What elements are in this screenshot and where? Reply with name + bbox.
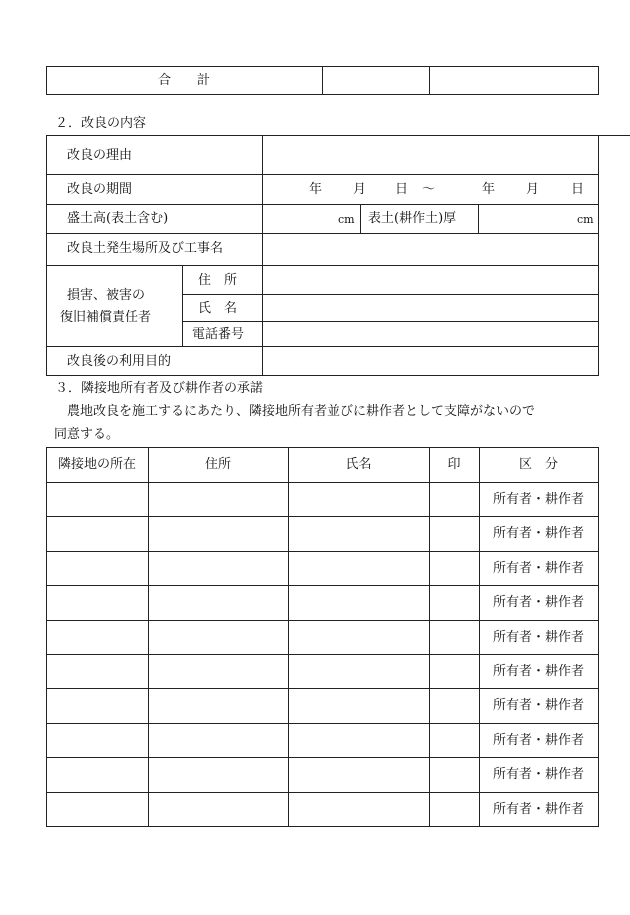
period-month-1: 月: [353, 182, 367, 197]
section2-heading: ２．改良の内容: [55, 116, 147, 131]
name-cell[interactable]: [289, 724, 429, 757]
category-cell: 所有者・耕作者: [492, 664, 584, 679]
address-cell[interactable]: [149, 586, 288, 619]
damage-label-2: 復旧補償責任者: [60, 310, 152, 325]
seal-cell[interactable]: [430, 793, 479, 826]
address-cell[interactable]: [149, 655, 288, 688]
seal-cell[interactable]: [430, 689, 479, 722]
fill-height-label: 盛土高(表土含む): [67, 211, 169, 226]
location-cell[interactable]: [47, 517, 148, 550]
name-cell[interactable]: [289, 689, 429, 722]
name-cell[interactable]: [289, 758, 429, 791]
category-cell: 所有者・耕作者: [492, 561, 584, 576]
header-address: 住所: [204, 457, 231, 472]
category-cell: 所有者・耕作者: [492, 595, 584, 610]
header-name: 氏名: [345, 457, 372, 472]
name-cell[interactable]: [289, 483, 429, 516]
location-cell[interactable]: [47, 552, 148, 585]
name-cell[interactable]: [289, 793, 429, 826]
period-year-2: 年: [482, 182, 496, 197]
seal-cell[interactable]: [430, 552, 479, 585]
period-label: 改良の期間: [67, 182, 133, 197]
total-label: 合 計: [157, 73, 210, 88]
category-cell: 所有者・耕作者: [492, 526, 584, 541]
header-location: 隣接地の所在: [57, 457, 136, 472]
period-month-2: 月: [526, 182, 540, 197]
address-cell[interactable]: [149, 517, 288, 550]
reason-label: 改良の理由: [67, 148, 133, 163]
location-cell[interactable]: [47, 758, 148, 791]
category-cell: 所有者・耕作者: [492, 630, 584, 645]
consent-text-2: 同意する。: [54, 427, 120, 442]
reason-field[interactable]: [263, 136, 597, 173]
phone-label: 電話番号: [192, 327, 245, 342]
total-value-2[interactable]: [430, 67, 597, 94]
damage-label-1: 損害、被害の: [67, 288, 146, 303]
address-label: 住 所: [198, 273, 238, 288]
section3-heading: ３．隣接地所有者及び耕作者の承諾: [55, 381, 264, 396]
location-cell[interactable]: [47, 724, 148, 757]
name-cell[interactable]: [289, 552, 429, 585]
category-cell: 所有者・耕作者: [492, 767, 584, 782]
address-cell[interactable]: [149, 483, 288, 516]
category-cell: 所有者・耕作者: [492, 492, 584, 507]
source-field[interactable]: [263, 234, 597, 264]
seal-cell[interactable]: [430, 483, 479, 516]
address-cell[interactable]: [149, 552, 288, 585]
location-cell[interactable]: [47, 621, 148, 654]
seal-cell[interactable]: [430, 586, 479, 619]
header-category: 区 分: [518, 457, 558, 472]
header-seal: 印: [447, 457, 461, 472]
name-label: 氏 名: [198, 301, 238, 316]
location-cell[interactable]: [47, 655, 148, 688]
location-cell[interactable]: [47, 586, 148, 619]
period-tilde: 〜: [422, 182, 436, 197]
name-cell[interactable]: [289, 621, 429, 654]
name-cell[interactable]: [289, 517, 429, 550]
location-cell[interactable]: [47, 483, 148, 516]
address-cell[interactable]: [149, 793, 288, 826]
location-cell[interactable]: [47, 689, 148, 722]
total-value-1[interactable]: [323, 67, 428, 94]
seal-cell[interactable]: [430, 655, 479, 688]
topsoil-unit: cm: [577, 213, 594, 226]
location-cell[interactable]: [47, 793, 148, 826]
purpose-label: 改良後の利用目的: [67, 354, 172, 369]
consent-text-1: 農地改良を施工するにあたり、隣接地所有者並びに耕作者として支障がないので: [54, 404, 536, 419]
period-year-1: 年: [309, 182, 323, 197]
seal-cell[interactable]: [430, 758, 479, 791]
category-cell: 所有者・耕作者: [492, 802, 584, 817]
purpose-field[interactable]: [263, 347, 597, 374]
address-cell[interactable]: [149, 689, 288, 722]
seal-cell[interactable]: [430, 517, 479, 550]
name-cell[interactable]: [289, 586, 429, 619]
address-cell[interactable]: [149, 621, 288, 654]
seal-cell[interactable]: [430, 724, 479, 757]
category-cell: 所有者・耕作者: [492, 733, 584, 748]
seal-cell[interactable]: [430, 621, 479, 654]
period-day-2: 日: [571, 182, 585, 197]
fill-height-unit: cm: [338, 213, 355, 226]
name-cell[interactable]: [289, 655, 429, 688]
source-label: 改良土発生場所及び工事名: [67, 241, 224, 256]
address-cell[interactable]: [149, 724, 288, 757]
topsoil-label: 表土(耕作土)厚: [368, 211, 457, 226]
category-cell: 所有者・耕作者: [492, 698, 584, 713]
period-day-1: 日: [395, 182, 409, 197]
address-cell[interactable]: [149, 758, 288, 791]
